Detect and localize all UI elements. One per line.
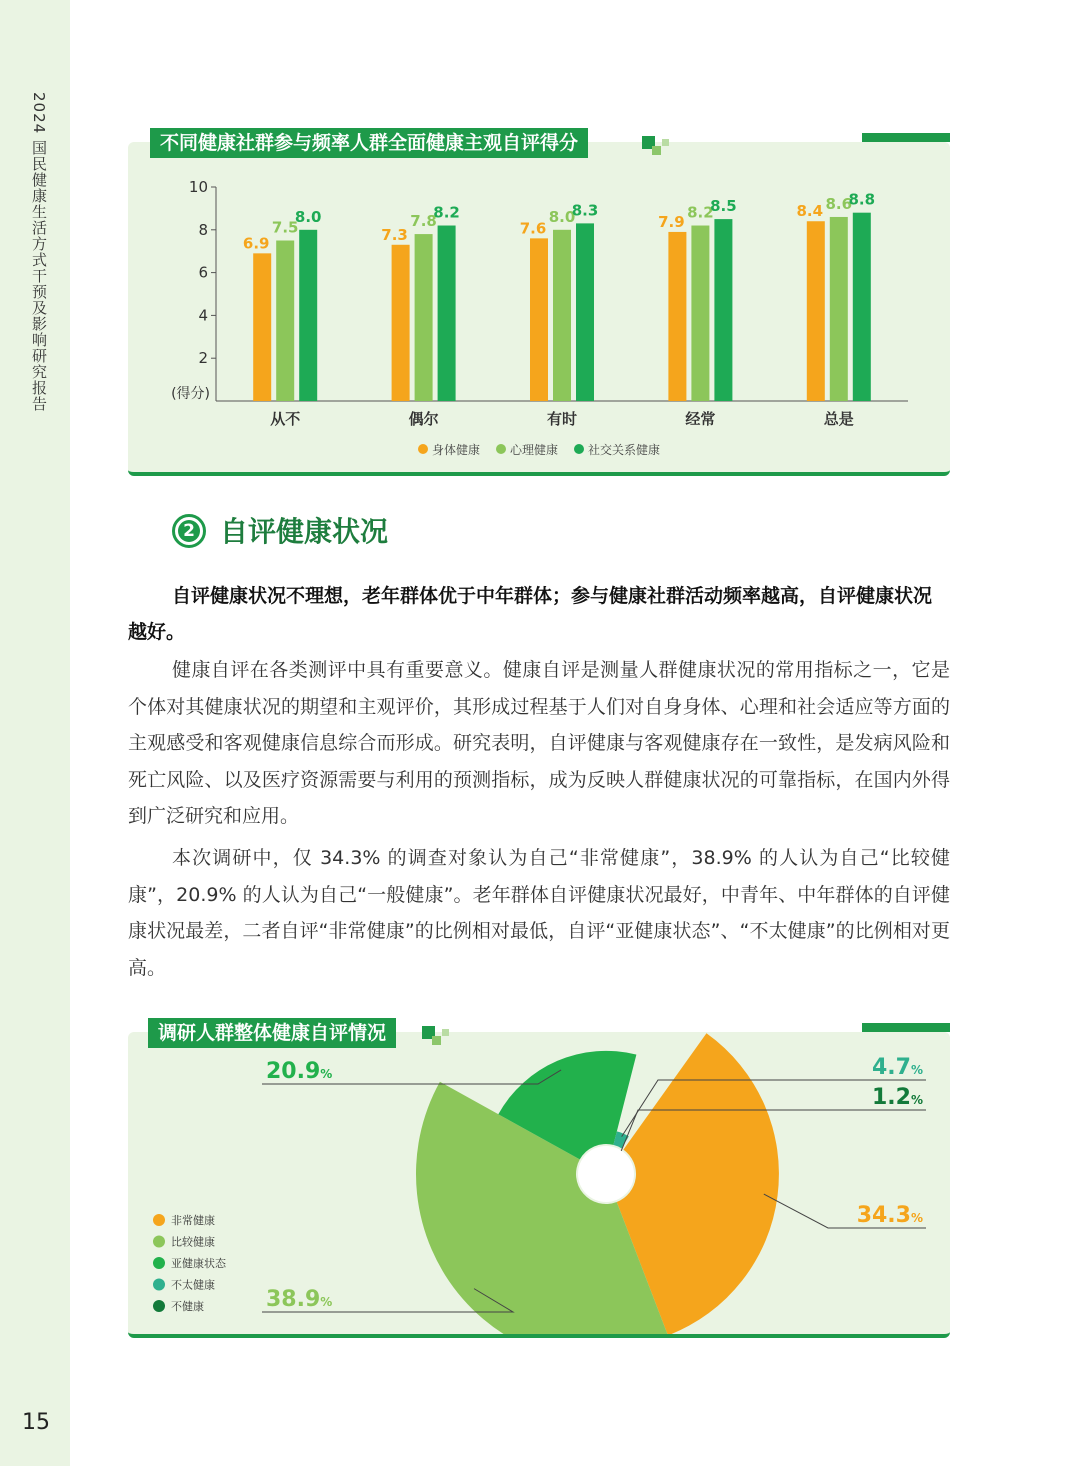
y-tick-label: 10 bbox=[188, 178, 208, 196]
data-label: 8.4 bbox=[796, 202, 824, 221]
legend-marker bbox=[496, 444, 506, 454]
data-label: 7.5 bbox=[271, 218, 299, 237]
legend-marker bbox=[153, 1257, 165, 1269]
page-number: 15 bbox=[22, 1410, 50, 1435]
bar bbox=[438, 226, 456, 401]
y-tick-label: 4 bbox=[198, 306, 208, 325]
legend-label: 比较健康 bbox=[171, 1235, 215, 1249]
body-paragraph: 本次调研中，仅 34.3% 的调查对象认为自己“非常健康”，38.9% 的人认为自己“比较健康”，20.9% 的人认为自己“一般健康”。老年群体自评健康状况最好，中青年、中年群体的自评健康状况最差，二者自评“非常健康”的比例相对最低，自评“亚健康状态”、“不太健康”的比例相对更高。 bbox=[128, 847, 950, 979]
bar bbox=[415, 234, 433, 401]
slice-value-label: 38.9% bbox=[266, 1287, 333, 1312]
bar bbox=[392, 245, 410, 401]
bar bbox=[691, 226, 709, 401]
bar bbox=[668, 232, 686, 401]
data-label: 8.6 bbox=[825, 194, 853, 213]
bar-chart bbox=[128, 142, 950, 472]
data-label: 7.9 bbox=[658, 212, 685, 231]
data-label: 8.0 bbox=[294, 207, 322, 226]
slice-value-label: 20.9% bbox=[266, 1059, 333, 1084]
legend-marker bbox=[153, 1279, 165, 1291]
legend-label: 不健康 bbox=[171, 1300, 204, 1313]
bar bbox=[576, 223, 594, 401]
data-label: 7.3 bbox=[381, 225, 408, 244]
data-label: 8.8 bbox=[848, 190, 876, 209]
deco-square bbox=[442, 1029, 449, 1036]
panel-accent-bar bbox=[862, 133, 950, 142]
slice-value-label: 34.3% bbox=[856, 1203, 923, 1228]
data-label: 6.9 bbox=[242, 234, 270, 253]
section-title: 自评健康状况 bbox=[220, 515, 389, 548]
data-label: 8.2 bbox=[687, 203, 714, 222]
panel-accent-bar bbox=[862, 1023, 950, 1032]
deco-square bbox=[432, 1036, 441, 1045]
legend-marker bbox=[418, 444, 428, 454]
report-title: 2024 国民健康生活方式干预及影响研究报告 bbox=[30, 92, 48, 412]
bar bbox=[530, 238, 548, 401]
data-label: 7.8 bbox=[410, 212, 437, 231]
legend-label: 身体健康 bbox=[432, 443, 481, 457]
bar bbox=[830, 217, 848, 401]
data-label: 8.5 bbox=[710, 197, 737, 216]
legend-label: 不太健康 bbox=[171, 1278, 215, 1292]
y-tick-label: 6 bbox=[198, 263, 208, 282]
body-paragraph: 健康自评在各类测评中具有重要意义。健康自评是测量人群健康状况的常用指标之一，它是个体对其健康状况的期望和主观评价，其形成过程基于人们对自身身体、心理和社会适应等方面的主观感受和客观健康信息综合而形成。研究表明，自评健康与客观健康存在一致性，是发病风险和死亡风险、以及医疗资源需要与利用的预测指标，成为反映人群健康状况的可靠指标，在国内外得到广泛研究和应用。 bbox=[128, 659, 950, 827]
x-tick-label: 从不 bbox=[270, 410, 301, 428]
bar-chart-title: 不同健康社群参与频率人群全面健康主观自评得分 bbox=[150, 128, 588, 158]
pie-center bbox=[578, 1146, 634, 1202]
legend-label: 亚健康状态 bbox=[171, 1257, 226, 1270]
section-number-badge bbox=[172, 514, 206, 548]
x-tick-label: 经常 bbox=[685, 410, 716, 428]
data-label: 7.6 bbox=[519, 219, 547, 238]
section-summary: 自评健康状况不理想，老年群体优于中年群体；参与健康社群活动频率越高，自评健康状况越好。 bbox=[128, 585, 933, 643]
bar bbox=[714, 219, 732, 401]
bar bbox=[299, 230, 317, 401]
pie-chart bbox=[128, 1032, 950, 1334]
bar-chart-panel bbox=[128, 132, 950, 476]
y-tick-label: 2 bbox=[198, 349, 208, 368]
pie-chart-panel bbox=[128, 1022, 950, 1338]
side-strip bbox=[0, 0, 70, 1466]
y-tick-label: 8 bbox=[198, 220, 208, 239]
legend-label: 心理健康 bbox=[510, 443, 559, 457]
legend-label: 社交关系健康 bbox=[588, 443, 661, 457]
x-tick-label: 总是 bbox=[823, 410, 854, 428]
bar bbox=[276, 241, 294, 402]
x-tick-label: 有时 bbox=[546, 410, 578, 428]
data-label: 8.2 bbox=[433, 203, 460, 222]
data-label: 8.0 bbox=[548, 207, 576, 226]
pie-chart-title: 调研人群整体健康自评情况 bbox=[148, 1018, 396, 1048]
section-number: 2 bbox=[178, 520, 200, 542]
deco-square bbox=[652, 146, 661, 155]
legend-marker bbox=[153, 1300, 165, 1312]
legend-marker bbox=[153, 1214, 165, 1226]
legend-marker bbox=[574, 444, 584, 454]
legend-label: 非常健康 bbox=[171, 1214, 215, 1227]
y-axis-label: (得分) bbox=[171, 386, 210, 402]
deco-square bbox=[662, 139, 669, 146]
slice-value-label: 1.2% bbox=[871, 1085, 923, 1110]
x-tick-label: 偶尔 bbox=[408, 410, 439, 428]
bar bbox=[253, 253, 271, 401]
legend-marker bbox=[153, 1236, 165, 1248]
slice-value-label: 4.7% bbox=[871, 1055, 923, 1080]
bar bbox=[853, 213, 871, 401]
bar bbox=[553, 230, 571, 401]
bar bbox=[807, 221, 825, 401]
data-label: 8.3 bbox=[571, 201, 599, 220]
